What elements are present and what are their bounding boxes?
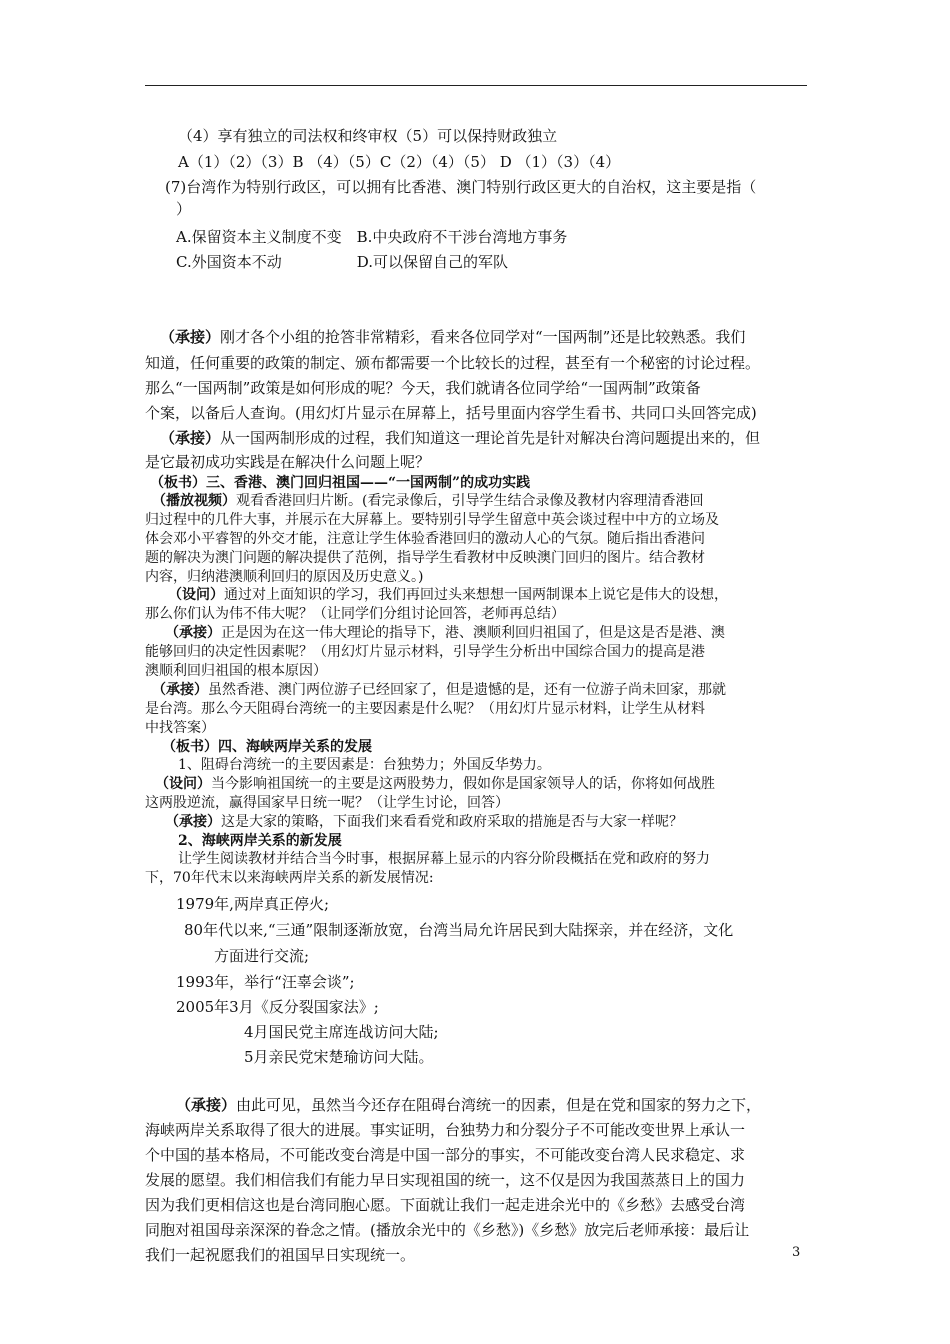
text-run: 个中国的基本格局，不可能改变台湾是中国一部分的事实，不可能改变台湾人民求稳定、求: [145, 1146, 746, 1164]
header-rule: [145, 85, 807, 86]
text-line: [176, 252, 841, 272]
text-run: （4）享有独立的司法权和终审权（5）可以保持财政独立: [178, 127, 558, 145]
text-run: 中找答案）: [145, 720, 215, 736]
text-run: 这两股逆流，赢得国家早日统一呢？（让学生讨论，回答）: [145, 795, 509, 811]
text-run: 1、阻碍台湾统一的主要因素是：台独势力；外国反华势力。: [178, 757, 551, 773]
text-run: (7)台湾作为特别行政区，可以拥有比香港、澳门特别行政区更大的自治权，这主要是指（: [165, 178, 757, 196]
text-line: [145, 452, 810, 472]
text-line: [145, 643, 810, 662]
bold-label: （承接）: [160, 328, 221, 346]
bold-label: （板书）三、香港、澳门回归祖国——“一国两制”的成功实践: [150, 475, 531, 491]
text-line: [145, 869, 810, 888]
timeline-item: 方面进行交流;: [214, 947, 310, 965]
text-line: [145, 353, 810, 373]
text-run: C.外国资本不动 D.可以保留自己的军队: [176, 253, 508, 271]
text-line: [145, 719, 810, 738]
text-line: [145, 1220, 810, 1240]
text-line: [145, 1245, 810, 1265]
text-run: 让学生阅读教材并结合当今时事，根据屏幕上显示的内容分阶段概括在党和政府的努力: [178, 851, 710, 867]
bold-label: （承接）: [165, 625, 221, 641]
bold-label: 2、海峡两岸关系的新发展: [178, 833, 342, 849]
bold-label: （设问）: [168, 587, 224, 603]
bold-label: （板书）四、海峡两岸关系的发展: [162, 739, 372, 755]
text-run: 澳顺利回归祖国的根本原因）: [145, 663, 327, 679]
text-run: 从一国两制形成的过程，我们知道这一理论首先是针对解决台湾问题提出来的，但: [220, 429, 761, 447]
text-line: [155, 775, 820, 794]
text-line: [168, 586, 833, 605]
bold-label: （承接）: [165, 814, 221, 830]
timeline-item: 4月国民党主席连战访问大陆;: [244, 1023, 439, 1041]
text-run: 当今影响祖国统一的主要是这两股势力，假如你是国家领导人的话，你将如何战胜: [211, 776, 715, 792]
text-line: [152, 492, 817, 511]
bold-label: （设问）: [155, 776, 211, 792]
text-line: [162, 738, 827, 757]
text-run: 个案，以备后人查询。(用幻灯片显示在屏幕上，括号里面内容学生看书、共同口头回答完成): [145, 404, 757, 422]
text-line: [145, 530, 810, 549]
timeline-item: 2005年3月《反分裂国家法》;: [176, 998, 379, 1016]
text-run: 这是大家的策略，下面我们来看看党和政府采取的措施是否与大家一样呢？: [221, 814, 683, 830]
text-line: [145, 605, 810, 624]
text-line: [150, 474, 815, 493]
text-run: 体会邓小平睿智的外交才能，注意让学生体验香港回归的激动人心的气氛。随后指出香港问: [145, 531, 705, 547]
page-number: 3: [792, 1245, 801, 1260]
text-run: 那么“一国两制”政策是如何形成的呢？今天，我们就请各位同学给“一国两制”政策备: [145, 379, 701, 397]
text-line: [165, 624, 830, 643]
text-run: 我们一起祝愿我们的祖国早日实现统一。: [145, 1246, 416, 1264]
text-run: A（1）（2）（3）B （4）（5）C（2）（4）（5） D （1）（3）（4）: [178, 153, 621, 171]
text-line: [145, 1145, 810, 1165]
text-run: 发展的愿望。我们相信我们有能力早日实现祖国的统一，这不仅是因为我国蒸蒸日上的国力: [145, 1171, 746, 1189]
text-run: 是台湾。那么今天阻碍台湾统一的主要因素是什么呢？（用幻灯片显示材料，让学生从材料: [145, 701, 705, 717]
text-line: [178, 152, 843, 172]
text-line: [165, 813, 830, 832]
text-line: [145, 403, 810, 423]
text-line: [165, 177, 830, 197]
text-run: 正是因为在这一伟大理论的指导下，港、澳顺利回归祖国了，但是这是否是港、澳: [221, 625, 725, 641]
text-line: [145, 1170, 810, 1190]
text-line: [145, 794, 810, 813]
text-line: [145, 1195, 810, 1215]
bold-label: （承接）: [176, 1096, 237, 1114]
text-line: [178, 756, 843, 775]
timeline-item: 5月亲民党宋楚瑜访问大陆。: [244, 1048, 434, 1066]
text-run: 下，70年代末以来海峡两岸关系的新发展情况:: [145, 870, 434, 886]
text-line: [178, 126, 843, 146]
text-line: [160, 428, 825, 448]
bold-label: （承接）: [152, 682, 208, 698]
text-line: [145, 511, 810, 530]
bold-label: （承接）: [160, 429, 221, 447]
text-line: [178, 850, 843, 869]
text-run: A.保留资本主义制度不变 B.中央政府不干涉台湾地方事务: [176, 228, 568, 246]
text-line: [145, 549, 810, 568]
text-run: 观看香港回归片断。(看完录像后，引导学生结合录像及教材内容理清香港回: [236, 493, 704, 509]
text-run: 由此可见，虽然当今还存在阻碍台湾统一的因素，但是在党和国家的努力之下，: [236, 1096, 762, 1114]
text-run: 归过程中的几件大事，并展示在大屏幕上。要特别引导学生留意中英会谈过程中中方的立场及: [145, 512, 719, 528]
text-line: [145, 662, 810, 681]
text-line: [176, 1095, 841, 1115]
timeline-item: 80年代以来,“三通”限制逐渐放宽，台湾当局允许居民到大陆探亲，并在经济，文化: [184, 921, 734, 939]
text-line: [145, 1120, 810, 1140]
text-run: 通过对上面知识的学习，我们再回过头来想想一国两制课本上说它是伟大的设想，: [224, 587, 728, 603]
text-run: 海峡两岸关系取得了很大的进展。事实证明，台独势力和分裂分子不可能改变世界上承认一: [145, 1121, 746, 1139]
text-line: [176, 199, 841, 219]
timeline-item: 1993年，举行“汪辜会谈”;: [176, 973, 355, 991]
text-run: 题的解决为澳门问题的解决提供了范例，指导学生看教材中反映澳门回归的图片。结合教材: [145, 550, 705, 566]
text-line: [152, 681, 817, 700]
text-run: 刚才各个小组的抢答非常精彩，看来各位同学对“一国两制”还是比较熟悉。我们: [220, 328, 746, 346]
text-run: ）: [176, 200, 192, 218]
text-line: [160, 327, 825, 347]
timeline-item: 1979年,两岸真正停火;: [176, 895, 329, 913]
text-run: 同胞对祖国母亲深深的眷念之情。(播放余光中的《乡愁》)《乡愁》放完后老师承接：最后让: [145, 1221, 750, 1239]
text-run: 能够回归的决定性因素呢？（用幻灯片显示材料，引导学生分析出中国综合国力的提高是港: [145, 644, 705, 660]
text-run: 虽然香港、澳门两位游子已经回家了，但是遗憾的是，还有一位游子尚未回家，那就: [208, 682, 726, 698]
text-run: 因为我们更相信这也是台湾同胞心愿。下面就让我们一起走进余光中的《乡愁》去感受台湾: [145, 1196, 746, 1214]
text-line: [178, 832, 843, 851]
text-run: 那么你们认为伟不伟大呢？（让同学们分组讨论回答，老师再总结）: [145, 606, 565, 622]
text-line: [145, 700, 810, 719]
text-line: [176, 227, 841, 247]
text-line: [145, 378, 810, 398]
text-run: 知道，任何重要的政策的制定、颁布都需要一个比较长的过程，甚至有一个秘密的讨论过程。: [145, 354, 761, 372]
text-line: [145, 568, 810, 587]
bold-label: （播放视频）: [152, 493, 236, 509]
text-run: 是它最初成功实践是在解决什么问题上呢？: [145, 453, 431, 471]
text-run: 内容，归纳港澳顺利回归的原因及历史意义。): [145, 569, 424, 585]
